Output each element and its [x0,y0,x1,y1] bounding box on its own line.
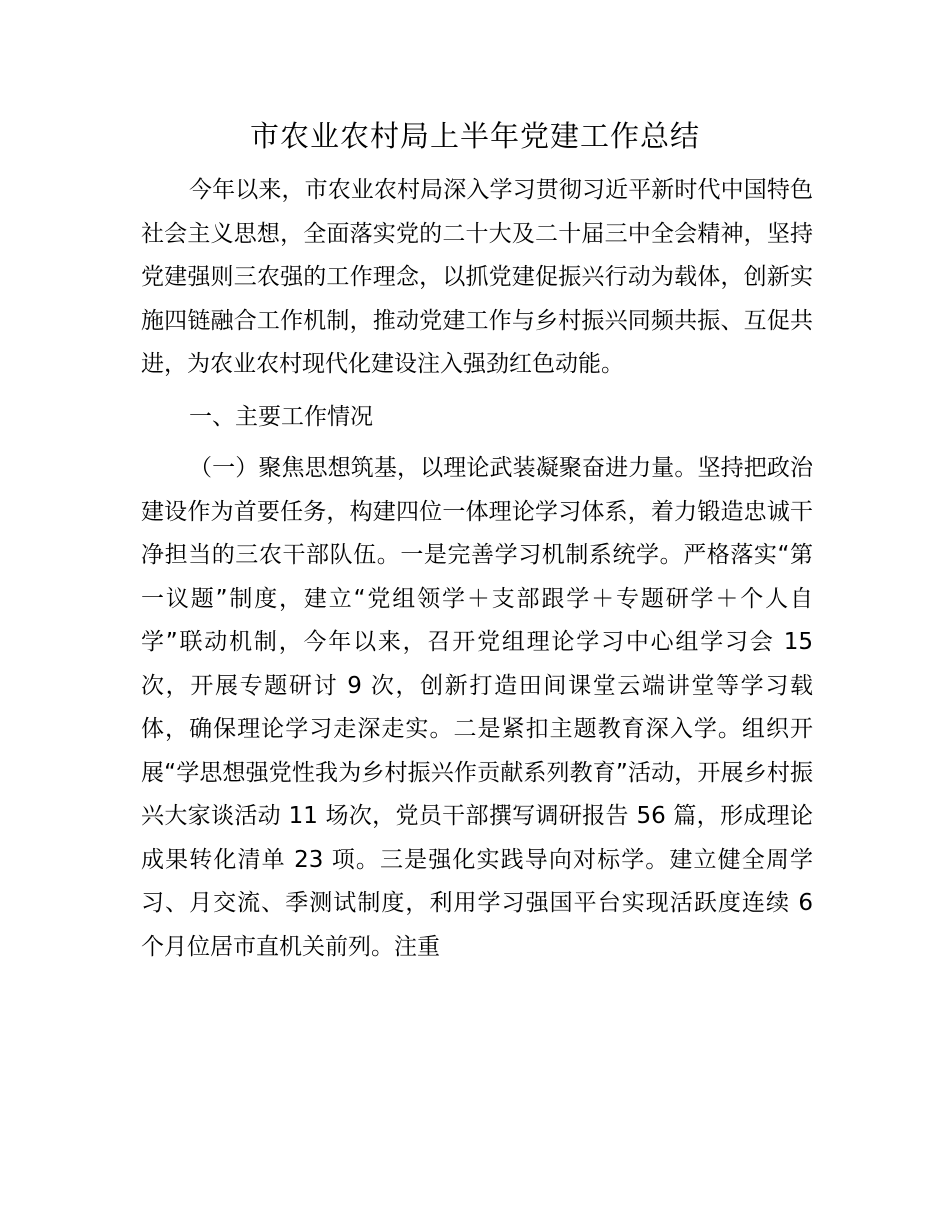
document-body [141,169,813,969]
document-title: 市农业农村局上半年党建工作总结 [249,119,700,153]
section-heading: 一、主要工作情况 [189,403,373,430]
section-paragraph: （一）聚焦思想筑基，以理论武装凝聚奋进力量。坚持把政治建设作为首要任务，构建四位一体理论学习体系，着力锻造忠诚干净担当的三农干部队伍。一是完善学习机制系统学。严格落实“第一议题”制度，建立“党组领学＋支部跟学＋专题研学＋个人自学”联动机制，今年以来，召开党组理论学习中心组学习会 15 次，开展专题研讨 9 次，创新打造田间课堂云端讲堂等学习载体，确保理论学习走深走实。二是紧扣主题教育深入学。组织开展“学思想强党性我为乡村振兴作贡献系列教育”活动，开展乡村振兴大家谈活动 11 场次，党员干部撰写调研报告 56 篇，形成理论成果转化清单 23 项。三是强化实践导向对标学。建立健全周学习、月交流、季测试制度，利用学习强国平台实现活跃度连续 6 个月位居市直机关前列。注重 [141,455,813,960]
intro-paragraph: 今年以来，市农业农村局深入学习贯彻习近平新时代中国特色社会主义思想，全面落实党的二十大及二十届三中全会精神，坚持党建强则三农强的工作理念，以抓党建促振兴行动为载体，创新实施四链融合工作机制，推动党建工作与乡村振兴同频共振、互促共进，为农业农村现代化建设注入强劲红色动能。 [141,177,813,377]
